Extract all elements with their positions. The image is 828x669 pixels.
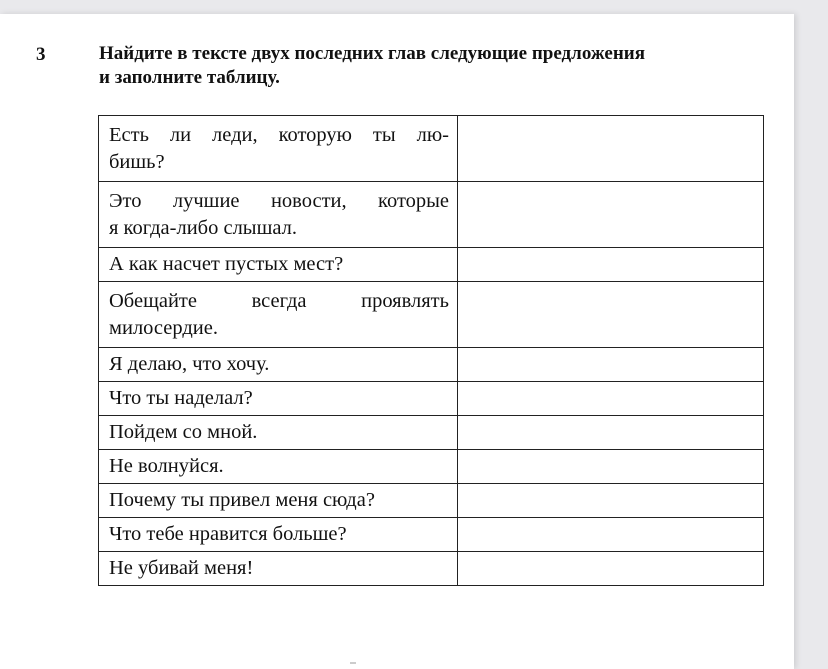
sentence-line: Обещайте всегда проявлять [109, 289, 449, 312]
scan-speck [350, 662, 356, 664]
answer-cell[interactable] [458, 382, 764, 416]
answer-cell[interactable] [458, 450, 764, 484]
table-row [99, 416, 764, 450]
worksheet-page [0, 14, 794, 669]
answer-cell[interactable] [458, 282, 764, 348]
sentence-cell: Что тебе нравится больше? [99, 518, 458, 552]
task-number: 3 [36, 44, 46, 65]
table-row [99, 518, 764, 552]
sentence-cell [99, 182, 458, 248]
answer-cell[interactable] [458, 116, 764, 182]
sentence-cell: Не убивай меня! [99, 552, 458, 586]
task-instruction-line-1: Найдите в тексте двух последних глав следующие предложения [99, 43, 645, 64]
sentence-cell: Пойдем со мной. [99, 416, 458, 450]
answer-cell[interactable] [458, 484, 764, 518]
table-row [99, 248, 764, 282]
answer-cell[interactable] [458, 552, 764, 586]
task-instruction [99, 42, 759, 90]
table-row [99, 116, 764, 182]
table-row [99, 484, 764, 518]
answer-cell[interactable] [458, 416, 764, 450]
sentence-cell: Не волнуйся. [99, 450, 458, 484]
table-row [99, 382, 764, 416]
answer-cell[interactable] [458, 348, 764, 382]
sentence-line: Есть ли леди, которую ты лю- [109, 123, 449, 146]
task-instruction-line-2: и заполните таблицу. [99, 67, 280, 88]
answer-cell[interactable] [458, 248, 764, 282]
sentence-cell [99, 116, 458, 182]
table-row [99, 282, 764, 348]
sentence-cell: Что ты наделал? [99, 382, 458, 416]
sentence-line: я когда-либо слышал. [109, 216, 297, 239]
sentence-line: бишь? [109, 150, 165, 173]
sentence-cell: А как насчет пустых мест? [99, 248, 458, 282]
sentence-cell: Почему ты привел меня сюда? [99, 484, 458, 518]
sentence-cell: Я делаю, что хочу. [99, 348, 458, 382]
sentence-line: милосердие. [109, 316, 218, 339]
answer-cell[interactable] [458, 518, 764, 552]
sentences-table [98, 115, 764, 586]
table-row [99, 450, 764, 484]
table-row [99, 348, 764, 382]
sentence-line: Это лучшие новости, которые [109, 189, 449, 212]
table-row [99, 182, 764, 248]
answer-cell[interactable] [458, 182, 764, 248]
sentence-cell [99, 282, 458, 348]
table-row [99, 552, 764, 586]
